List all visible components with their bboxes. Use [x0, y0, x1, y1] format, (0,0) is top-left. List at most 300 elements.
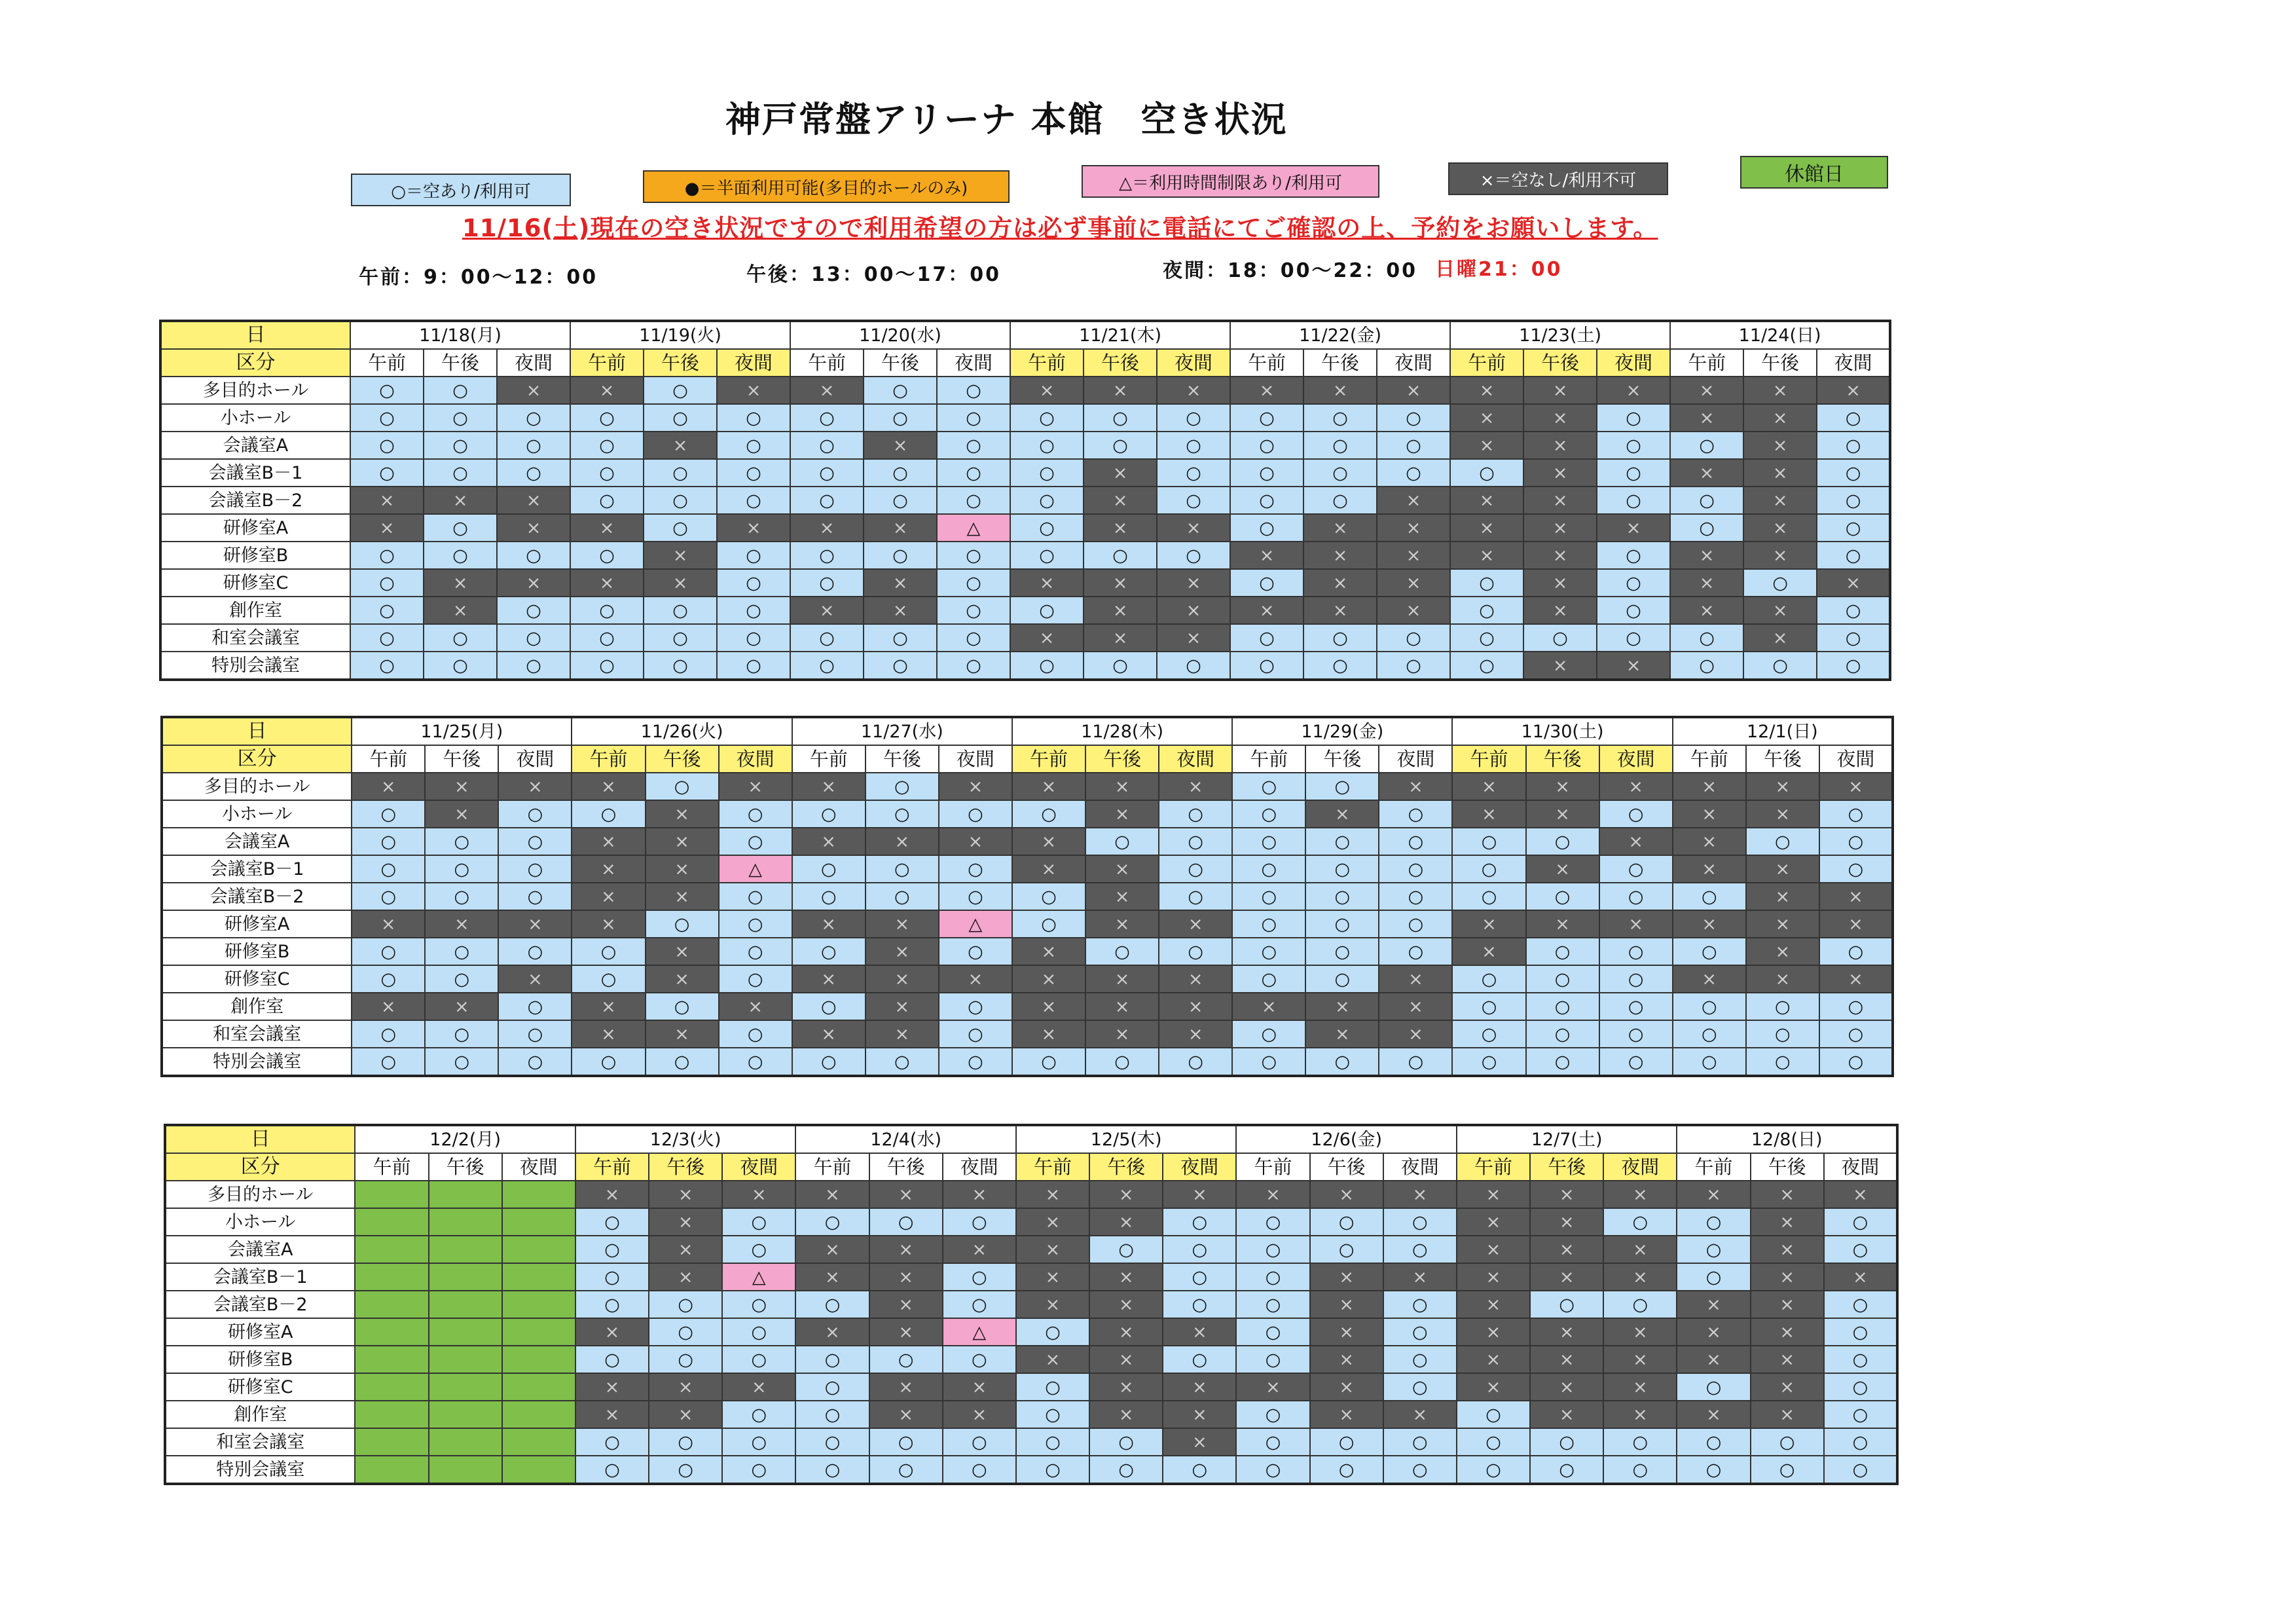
room-name: 研修室C: [160, 569, 350, 597]
availability-cell: ×: [1016, 1263, 1089, 1291]
availability-cell: ○: [498, 1020, 572, 1048]
availability-cell: ○: [1163, 1291, 1236, 1318]
availability-cell: [355, 1346, 428, 1373]
room-name: 会議室B－2: [165, 1291, 355, 1318]
availability-cell: △: [937, 514, 1010, 542]
availability-cell: ○: [1599, 855, 1673, 883]
table-row: [160, 459, 1890, 487]
room-name: 研修室A: [165, 1318, 355, 1346]
availability-cell: ×: [570, 377, 644, 404]
availability-cell: ×: [1523, 542, 1597, 569]
availability-cell: ○: [1530, 1291, 1603, 1318]
availability-cell: ○: [1817, 514, 1890, 542]
availability-cell: ×: [1743, 487, 1817, 514]
slot-header: 午後: [1305, 745, 1379, 773]
availability-cell: ○: [1526, 1048, 1599, 1076]
availability-cell: ○: [1163, 1263, 1236, 1291]
availability-cell: ×: [1085, 800, 1159, 828]
availability-cell: ○: [1377, 432, 1450, 459]
availability-cell: ×: [943, 1236, 1016, 1263]
day-label: 日: [162, 717, 352, 745]
availability-cell: ○: [1746, 828, 1819, 855]
availability-cell: ○: [1377, 624, 1450, 652]
slot-header: 午後: [1526, 745, 1599, 773]
availability-cell: ×: [1010, 624, 1084, 652]
availability-cell: ○: [1677, 1456, 1750, 1484]
availability-cell: ×: [1743, 514, 1817, 542]
room-name: 会議室B－2: [162, 883, 352, 910]
availability-cell: ×: [1603, 1401, 1677, 1428]
availability-cell: ×: [646, 1020, 719, 1048]
availability-cell: ○: [1163, 1208, 1236, 1236]
availability-cell: ○: [572, 938, 645, 965]
availability-cell: ×: [1751, 1401, 1824, 1428]
availability-cell: ○: [570, 597, 644, 624]
availability-cell: ×: [424, 487, 497, 514]
availability-cell: ○: [943, 1291, 1016, 1318]
availability-cell: ×: [1523, 514, 1597, 542]
availability-cell: ×: [1817, 377, 1890, 404]
availability-cell: ○: [1526, 993, 1599, 1020]
availability-cell: ×: [939, 965, 1012, 993]
availability-cell: ○: [1303, 624, 1377, 652]
schedule-table-week-3: [164, 1124, 1899, 1485]
availability-cell: ○: [1673, 1020, 1746, 1048]
availability-cell: ×: [1746, 800, 1819, 828]
availability-cell: ○: [1824, 1236, 1897, 1263]
availability-cell: ×: [1085, 1020, 1159, 1048]
availability-cell: ○: [1089, 1236, 1163, 1263]
availability-cell: ○: [424, 404, 497, 432]
availability-cell: ○: [722, 1346, 795, 1373]
availability-cell: ×: [790, 514, 864, 542]
availability-cell: ○: [1457, 1456, 1530, 1484]
availability-cell: ○: [644, 514, 717, 542]
legend-closed: 休館日: [1740, 156, 1888, 189]
availability-cell: ×: [717, 514, 790, 542]
availability-cell: ×: [425, 910, 498, 938]
availability-cell: ×: [1159, 993, 1232, 1020]
kubun-label: 区分: [162, 745, 352, 773]
availability-cell: ×: [790, 597, 864, 624]
slot-header: 午後: [1530, 1153, 1603, 1181]
availability-cell: ×: [1089, 1181, 1163, 1208]
date-header: 12/6(金): [1236, 1125, 1457, 1153]
availability-cell: ○: [937, 652, 1010, 680]
availability-cell: ○: [1452, 993, 1525, 1020]
date-header: 11/28(木): [1012, 717, 1232, 745]
availability-cell: ○: [649, 1456, 722, 1484]
slot-header: 夜間: [939, 745, 1012, 773]
availability-cell: ×: [1377, 597, 1450, 624]
availability-cell: ○: [869, 1346, 943, 1373]
availability-cell: ○: [717, 597, 790, 624]
availability-cell: ×: [1603, 1236, 1677, 1263]
availability-cell: ○: [937, 597, 1010, 624]
legend-available: ○＝空あり/利用可: [351, 174, 571, 206]
availability-cell: ○: [939, 993, 1012, 1020]
availability-cell: ×: [572, 910, 645, 938]
availability-cell: ○: [869, 1456, 943, 1484]
availability-cell: ○: [570, 652, 644, 680]
availability-cell: [429, 1263, 502, 1291]
table-row: [162, 883, 1893, 910]
availability-cell: ○: [1012, 1048, 1085, 1076]
availability-cell: ○: [1746, 1020, 1819, 1048]
room-name: 小ホール: [160, 404, 350, 432]
availability-cell: ○: [939, 938, 1012, 965]
availability-cell: ○: [864, 459, 937, 487]
availability-cell: ○: [937, 404, 1010, 432]
availability-cell: ○: [425, 883, 498, 910]
availability-cell: ×: [1751, 1373, 1824, 1401]
availability-cell: ○: [1230, 487, 1303, 514]
availability-cell: [355, 1181, 428, 1208]
availability-cell: ○: [1670, 514, 1743, 542]
availability-cell: △: [722, 1263, 795, 1291]
availability-cell: ×: [1673, 800, 1746, 828]
availability-cell: ○: [352, 1048, 425, 1076]
availability-cell: △: [943, 1318, 1016, 1346]
availability-cell: ×: [575, 1401, 649, 1428]
availability-cell: ×: [1526, 855, 1599, 883]
table-row: [162, 800, 1893, 828]
date-header: 12/7(土): [1457, 1125, 1677, 1153]
table-row: [165, 1181, 1897, 1208]
availability-cell: ×: [1450, 377, 1523, 404]
availability-cell: ○: [1450, 624, 1523, 652]
slot-header: 夜間: [1603, 1153, 1677, 1181]
availability-cell: ○: [425, 855, 498, 883]
table-row: [160, 432, 1890, 459]
availability-cell: ○: [795, 1346, 869, 1373]
availability-cell: ○: [1232, 800, 1305, 828]
availability-cell: ×: [646, 800, 719, 828]
availability-cell: ×: [1819, 883, 1893, 910]
availability-cell: ×: [1084, 624, 1157, 652]
availability-cell: ×: [722, 1373, 795, 1401]
availability-cell: ×: [1377, 542, 1450, 569]
slot-header: 午前: [352, 745, 425, 773]
availability-cell: ○: [1305, 883, 1379, 910]
availability-cell: ×: [1163, 1181, 1236, 1208]
availability-cell: ○: [1230, 514, 1303, 542]
availability-cell: ×: [869, 1401, 943, 1428]
room-name: 会議室B－1: [162, 855, 352, 883]
date-header: 11/24(日): [1670, 321, 1890, 349]
room-name: 創作室: [162, 993, 352, 1020]
availability-cell: ×: [572, 883, 645, 910]
availability-cell: ×: [1157, 514, 1230, 542]
table-row: [162, 1048, 1893, 1076]
availability-cell: ○: [1599, 800, 1673, 828]
availability-cell: ○: [1159, 1048, 1232, 1076]
availability-cell: ×: [575, 1181, 649, 1208]
availability-cell: ×: [1599, 773, 1673, 800]
availability-cell: ×: [1670, 459, 1743, 487]
availability-cell: ×: [570, 514, 644, 542]
availability-cell: ○: [1673, 993, 1746, 1020]
availability-cell: ×: [644, 432, 717, 459]
availability-cell: ×: [1305, 993, 1379, 1020]
availability-cell: ×: [352, 773, 425, 800]
availability-cell: ×: [1163, 1428, 1236, 1456]
availability-cell: ○: [1597, 487, 1670, 514]
slot-header: 夜間: [502, 1153, 575, 1181]
availability-cell: ×: [1670, 404, 1743, 432]
availability-cell: ×: [1751, 1208, 1824, 1236]
availability-cell: ○: [1530, 1428, 1603, 1456]
availability-cell: ○: [1310, 1428, 1383, 1456]
availability-cell: ○: [646, 1048, 719, 1076]
availability-cell: ×: [1377, 377, 1450, 404]
availability-cell: ○: [1597, 624, 1670, 652]
room-name: 会議室B－2: [160, 487, 350, 514]
availability-cell: ○: [644, 459, 717, 487]
availability-cell: ○: [717, 459, 790, 487]
table-row: [160, 624, 1890, 652]
availability-cell: ×: [869, 1236, 943, 1263]
slot-header: 午前: [795, 1153, 869, 1181]
table-row: [165, 1263, 1897, 1291]
availability-cell: ×: [1084, 459, 1157, 487]
availability-cell: ×: [1457, 1346, 1530, 1373]
slot-header: 夜間: [498, 745, 572, 773]
availability-cell: ×: [790, 377, 864, 404]
availability-cell: ×: [1523, 652, 1597, 680]
slot-header: 午後: [1310, 1153, 1383, 1181]
availability-cell: ○: [572, 1048, 645, 1076]
availability-cell: ×: [1305, 1020, 1379, 1048]
availability-cell: ○: [939, 800, 1012, 828]
room-name: 多目的ホール: [160, 377, 350, 404]
availability-cell: ×: [1746, 773, 1819, 800]
availability-cell: ×: [1310, 1263, 1383, 1291]
availability-cell: ○: [722, 1401, 795, 1428]
availability-cell: ○: [1010, 542, 1084, 569]
availability-cell: ○: [790, 487, 864, 514]
availability-cell: ○: [1817, 404, 1890, 432]
availability-cell: ×: [719, 993, 792, 1020]
availability-cell: ○: [1232, 965, 1305, 993]
availability-cell: ×: [497, 569, 570, 597]
availability-cell: ○: [498, 855, 572, 883]
availability-cell: ×: [1530, 1318, 1603, 1346]
availability-cell: ×: [646, 938, 719, 965]
availability-cell: ×: [1010, 569, 1084, 597]
availability-cell: ○: [1377, 404, 1450, 432]
availability-cell: ×: [1303, 597, 1377, 624]
room-name: 研修室B: [162, 938, 352, 965]
availability-cell: ×: [1452, 773, 1525, 800]
availability-cell: ○: [1383, 1208, 1457, 1236]
availability-cell: ○: [644, 652, 717, 680]
availability-cell: ○: [1599, 938, 1673, 965]
availability-cell: ×: [1232, 993, 1305, 1020]
availability-cell: [502, 1401, 575, 1428]
availability-cell: ×: [717, 377, 790, 404]
availability-cell: ○: [1819, 1048, 1893, 1076]
slot-header: 午後: [429, 1153, 502, 1181]
availability-cell: ×: [1089, 1318, 1163, 1346]
availability-cell: ×: [795, 1263, 869, 1291]
slot-header: 夜間: [943, 1153, 1016, 1181]
availability-cell: ○: [1677, 1263, 1750, 1291]
availability-cell: ○: [1230, 404, 1303, 432]
availability-cell: ×: [1751, 1291, 1824, 1318]
availability-cell: ○: [1452, 855, 1525, 883]
availability-cell: ○: [352, 800, 425, 828]
availability-cell: ○: [717, 569, 790, 597]
availability-cell: [355, 1373, 428, 1401]
availability-cell: ×: [866, 1020, 939, 1048]
availability-cell: ○: [1597, 459, 1670, 487]
table-row: [165, 1428, 1897, 1456]
availability-cell: ○: [1159, 828, 1232, 855]
availability-cell: ×: [572, 773, 645, 800]
availability-cell: ○: [1379, 910, 1452, 938]
availability-cell: ○: [1599, 1020, 1673, 1048]
availability-cell: ○: [575, 1208, 649, 1236]
availability-cell: ×: [1450, 432, 1523, 459]
availability-cell: ×: [795, 1236, 869, 1263]
availability-cell: ×: [1677, 1346, 1750, 1373]
availability-cell: [429, 1181, 502, 1208]
availability-cell: ○: [864, 404, 937, 432]
availability-cell: ×: [864, 597, 937, 624]
availability-cell: ×: [1746, 938, 1819, 965]
availability-cell: ×: [1526, 910, 1599, 938]
availability-cell: ○: [1457, 1428, 1530, 1456]
availability-cell: ×: [1677, 1401, 1750, 1428]
availability-cell: ×: [943, 1401, 1016, 1428]
availability-cell: ×: [1523, 377, 1597, 404]
slot-header-row: [162, 745, 1893, 773]
availability-cell: ×: [864, 432, 937, 459]
availability-cell: ○: [1163, 1346, 1236, 1373]
availability-cell: ○: [1305, 855, 1379, 883]
room-name: 会議室A: [160, 432, 350, 459]
availability-cell: ○: [1597, 569, 1670, 597]
availability-cell: ○: [790, 624, 864, 652]
availability-cell: ×: [1085, 855, 1159, 883]
availability-cell: ○: [1159, 855, 1232, 883]
availability-cell: ○: [1383, 1373, 1457, 1401]
availability-cell: ×: [1746, 883, 1819, 910]
availability-cell: ×: [1383, 1181, 1457, 1208]
availability-cell: ×: [939, 828, 1012, 855]
availability-cell: ○: [1157, 652, 1230, 680]
availability-cell: ○: [572, 965, 645, 993]
availability-cell: ○: [1232, 773, 1305, 800]
availability-cell: ○: [1157, 404, 1230, 432]
availability-cell: ○: [795, 1291, 869, 1318]
availability-cell: ○: [1383, 1236, 1457, 1263]
availability-cell: ○: [1824, 1318, 1897, 1346]
room-name: 会議室A: [162, 828, 352, 855]
slot-header: 午前: [1012, 745, 1085, 773]
availability-cell: ×: [1450, 514, 1523, 542]
availability-cell: ×: [425, 993, 498, 1020]
availability-cell: ○: [1010, 487, 1084, 514]
availability-cell: ×: [869, 1181, 943, 1208]
availability-cell: ○: [350, 377, 424, 404]
availability-cell: ○: [795, 1401, 869, 1428]
availability-cell: ×: [1084, 487, 1157, 514]
availability-cell: ×: [646, 883, 719, 910]
availability-cell: ×: [1751, 1236, 1824, 1263]
availability-cell: [429, 1373, 502, 1401]
table-row: [162, 855, 1893, 883]
availability-cell: ○: [1012, 800, 1085, 828]
availability-cell: ○: [644, 377, 717, 404]
availability-cell: ○: [425, 1048, 498, 1076]
availability-cell: ×: [1089, 1373, 1163, 1401]
availability-cell: ×: [649, 1208, 722, 1236]
table-row: [162, 910, 1893, 938]
availability-cell: ×: [1016, 1181, 1089, 1208]
availability-cell: ○: [864, 542, 937, 569]
availability-cell: ×: [497, 514, 570, 542]
availability-cell: ○: [1817, 597, 1890, 624]
slot-header: 午前: [1236, 1153, 1309, 1181]
availability-cell: ○: [575, 1428, 649, 1456]
availability-cell: ×: [649, 1401, 722, 1428]
availability-cell: ○: [424, 377, 497, 404]
availability-cell: ×: [866, 993, 939, 1020]
table-row: [160, 542, 1890, 569]
availability-cell: ○: [719, 965, 792, 993]
slot-header-row: [160, 349, 1890, 377]
availability-cell: ×: [1457, 1373, 1530, 1401]
legend-limited: △＝利用時間制限あり/利用可: [1082, 165, 1379, 198]
availability-cell: ○: [1817, 487, 1890, 514]
availability-cell: ○: [1379, 1048, 1452, 1076]
slot-header: 午前: [1232, 745, 1305, 773]
slot-header: 午後: [1751, 1153, 1824, 1181]
availability-cell: ○: [350, 404, 424, 432]
availability-cell: ○: [424, 652, 497, 680]
availability-cell: ○: [1305, 828, 1379, 855]
availability-cell: ×: [1523, 459, 1597, 487]
slot-header: 夜間: [719, 745, 792, 773]
availability-cell: ×: [1159, 1020, 1232, 1048]
availability-cell: ×: [1677, 1291, 1750, 1318]
availability-cell: ×: [352, 910, 425, 938]
availability-cell: ×: [1157, 597, 1230, 624]
availability-cell: ○: [1817, 624, 1890, 652]
availability-cell: ×: [1163, 1401, 1236, 1428]
availability-cell: ○: [352, 828, 425, 855]
availability-cell: ×: [646, 965, 719, 993]
availability-cell: ○: [497, 404, 570, 432]
availability-cell: ○: [1230, 652, 1303, 680]
slot-header: 午前: [790, 349, 864, 377]
availability-cell: ○: [1746, 993, 1819, 1020]
availability-cell: ○: [795, 1373, 869, 1401]
room-name: 小ホール: [165, 1208, 355, 1236]
availability-cell: ×: [1450, 542, 1523, 569]
availability-cell: ○: [1824, 1208, 1897, 1236]
slot-header: 夜間: [1824, 1153, 1897, 1181]
availability-cell: [502, 1346, 575, 1373]
availability-cell: ○: [1452, 1020, 1525, 1048]
availability-cell: ×: [1452, 938, 1525, 965]
availability-cell: ×: [1450, 487, 1523, 514]
availability-cell: ○: [575, 1456, 649, 1484]
room-name: 多目的ホール: [165, 1181, 355, 1208]
availability-cell: ×: [795, 1318, 869, 1346]
